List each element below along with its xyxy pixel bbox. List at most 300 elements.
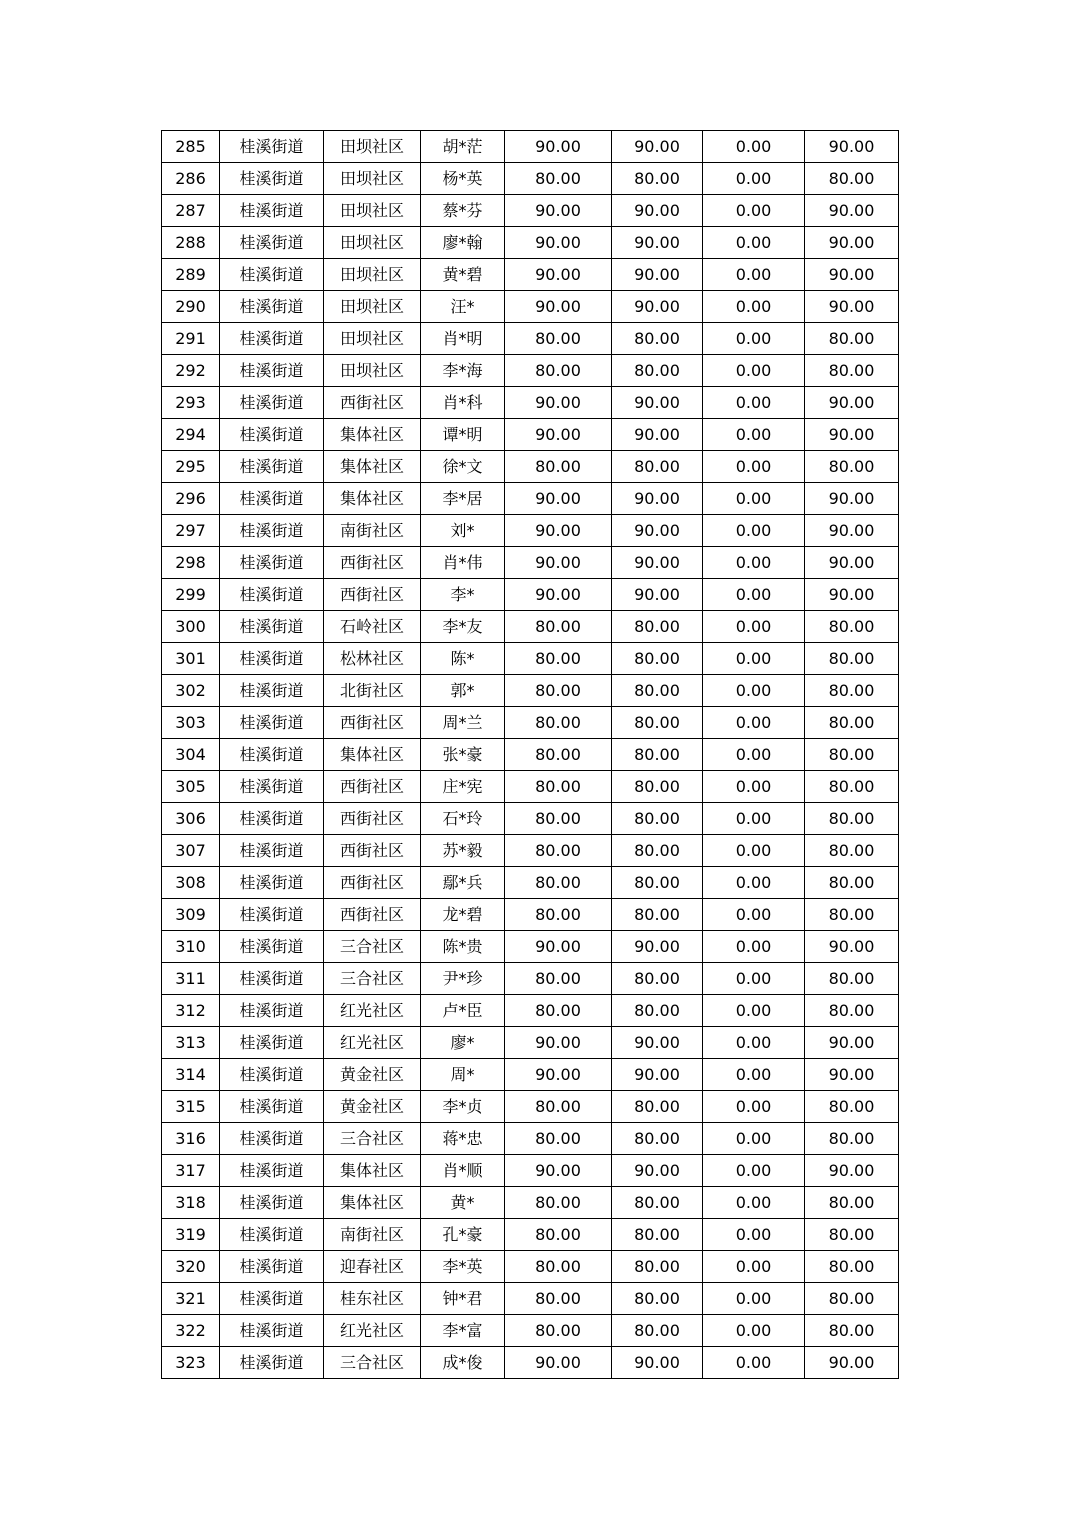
community-cell: 西街社区 (324, 803, 421, 835)
table-row (162, 963, 899, 995)
value-cell: 80.00 (612, 451, 703, 483)
street-cell: 桂溪街道 (220, 483, 324, 515)
street-cell: 桂溪街道 (220, 387, 324, 419)
value-cell: 90.00 (805, 579, 899, 611)
street-cell: 桂溪街道 (220, 355, 324, 387)
value-cell: 0.00 (703, 1219, 805, 1251)
name-cell: 李*居 (421, 483, 505, 515)
value-cell: 80.00 (505, 1187, 612, 1219)
value-cell: 80.00 (505, 963, 612, 995)
value-cell: 80.00 (612, 835, 703, 867)
value-cell: 80.00 (805, 1219, 899, 1251)
community-cell: 北街社区 (324, 675, 421, 707)
value-cell: 90.00 (505, 1059, 612, 1091)
value-cell: 80.00 (805, 355, 899, 387)
name-cell: 李*富 (421, 1315, 505, 1347)
row-number-cell: 290 (162, 291, 220, 323)
row-number-cell: 311 (162, 963, 220, 995)
value-cell: 0.00 (703, 1187, 805, 1219)
value-cell: 80.00 (505, 835, 612, 867)
table-row (162, 803, 899, 835)
community-cell: 集体社区 (324, 483, 421, 515)
table-row (162, 1347, 899, 1379)
row-number-cell: 320 (162, 1251, 220, 1283)
table-row (162, 515, 899, 547)
value-cell: 90.00 (612, 1347, 703, 1379)
value-cell: 90.00 (505, 291, 612, 323)
community-cell: 田坝社区 (324, 291, 421, 323)
community-cell: 红光社区 (324, 995, 421, 1027)
value-cell: 80.00 (805, 707, 899, 739)
value-cell: 80.00 (612, 1315, 703, 1347)
street-cell: 桂溪街道 (220, 131, 324, 163)
row-number-cell: 301 (162, 643, 220, 675)
street-cell: 桂溪街道 (220, 995, 324, 1027)
name-cell: 谭*明 (421, 419, 505, 451)
data-table (161, 130, 899, 1379)
value-cell: 90.00 (612, 515, 703, 547)
community-cell: 迎春社区 (324, 1251, 421, 1283)
value-cell: 80.00 (612, 739, 703, 771)
value-cell: 0.00 (703, 1027, 805, 1059)
table-row (162, 1219, 899, 1251)
value-cell: 0.00 (703, 131, 805, 163)
street-cell: 桂溪街道 (220, 1251, 324, 1283)
row-number-cell: 316 (162, 1123, 220, 1155)
value-cell: 80.00 (612, 707, 703, 739)
table-row (162, 1123, 899, 1155)
value-cell: 80.00 (805, 835, 899, 867)
value-cell: 90.00 (505, 515, 612, 547)
value-cell: 0.00 (703, 227, 805, 259)
table-row (162, 1251, 899, 1283)
value-cell: 90.00 (505, 547, 612, 579)
value-cell: 90.00 (612, 1059, 703, 1091)
table-row (162, 739, 899, 771)
value-cell: 90.00 (612, 1155, 703, 1187)
value-cell: 0.00 (703, 387, 805, 419)
table-row (162, 1187, 899, 1219)
value-cell: 0.00 (703, 803, 805, 835)
value-cell: 0.00 (703, 355, 805, 387)
community-cell: 田坝社区 (324, 195, 421, 227)
name-cell: 肖*伟 (421, 547, 505, 579)
value-cell: 80.00 (805, 771, 899, 803)
value-cell: 80.00 (612, 803, 703, 835)
row-number-cell: 310 (162, 931, 220, 963)
name-cell: 李*贞 (421, 1091, 505, 1123)
row-number-cell: 296 (162, 483, 220, 515)
value-cell: 90.00 (612, 387, 703, 419)
value-cell: 80.00 (505, 1251, 612, 1283)
name-cell: 李*友 (421, 611, 505, 643)
community-cell: 西街社区 (324, 707, 421, 739)
row-number-cell: 314 (162, 1059, 220, 1091)
name-cell: 黄* (421, 1187, 505, 1219)
value-cell: 0.00 (703, 931, 805, 963)
value-cell: 80.00 (805, 323, 899, 355)
street-cell: 桂溪街道 (220, 931, 324, 963)
name-cell: 杨*英 (421, 163, 505, 195)
table-row (162, 419, 899, 451)
value-cell: 90.00 (612, 579, 703, 611)
value-cell: 80.00 (805, 739, 899, 771)
value-cell: 80.00 (612, 1219, 703, 1251)
table-row (162, 323, 899, 355)
value-cell: 80.00 (805, 675, 899, 707)
table-row (162, 291, 899, 323)
name-cell: 张*豪 (421, 739, 505, 771)
value-cell: 0.00 (703, 995, 805, 1027)
value-cell: 0.00 (703, 1091, 805, 1123)
community-cell: 田坝社区 (324, 131, 421, 163)
community-cell: 西街社区 (324, 899, 421, 931)
value-cell: 0.00 (703, 291, 805, 323)
value-cell: 90.00 (805, 1347, 899, 1379)
value-cell: 80.00 (805, 867, 899, 899)
community-cell: 南街社区 (324, 1219, 421, 1251)
street-cell: 桂溪街道 (220, 867, 324, 899)
value-cell: 0.00 (703, 1123, 805, 1155)
value-cell: 80.00 (505, 163, 612, 195)
community-cell: 红光社区 (324, 1315, 421, 1347)
community-cell: 西街社区 (324, 771, 421, 803)
street-cell: 桂溪街道 (220, 1347, 324, 1379)
street-cell: 桂溪街道 (220, 707, 324, 739)
row-number-cell: 295 (162, 451, 220, 483)
table-row (162, 675, 899, 707)
row-number-cell: 292 (162, 355, 220, 387)
row-number-cell: 312 (162, 995, 220, 1027)
value-cell: 90.00 (505, 227, 612, 259)
community-cell: 田坝社区 (324, 163, 421, 195)
value-cell: 0.00 (703, 739, 805, 771)
table-row (162, 1059, 899, 1091)
value-cell: 80.00 (505, 995, 612, 1027)
name-cell: 廖*翰 (421, 227, 505, 259)
value-cell: 80.00 (612, 1283, 703, 1315)
table-row (162, 1091, 899, 1123)
value-cell: 80.00 (805, 611, 899, 643)
street-cell: 桂溪街道 (220, 1219, 324, 1251)
table-row (162, 547, 899, 579)
community-cell: 三合社区 (324, 963, 421, 995)
street-cell: 桂溪街道 (220, 1155, 324, 1187)
row-number-cell: 288 (162, 227, 220, 259)
row-number-cell: 286 (162, 163, 220, 195)
table-row (162, 259, 899, 291)
value-cell: 0.00 (703, 195, 805, 227)
community-cell: 黄金社区 (324, 1091, 421, 1123)
value-cell: 80.00 (805, 995, 899, 1027)
value-cell: 90.00 (805, 931, 899, 963)
community-cell: 集体社区 (324, 419, 421, 451)
row-number-cell: 304 (162, 739, 220, 771)
value-cell: 80.00 (612, 1251, 703, 1283)
row-number-cell: 318 (162, 1187, 220, 1219)
value-cell: 80.00 (505, 771, 612, 803)
name-cell: 庄*宪 (421, 771, 505, 803)
street-cell: 桂溪街道 (220, 803, 324, 835)
value-cell: 80.00 (505, 707, 612, 739)
value-cell: 90.00 (505, 579, 612, 611)
table-row (162, 227, 899, 259)
table-row (162, 131, 899, 163)
row-number-cell: 308 (162, 867, 220, 899)
value-cell: 90.00 (805, 515, 899, 547)
street-cell: 桂溪街道 (220, 259, 324, 291)
value-cell: 90.00 (612, 547, 703, 579)
value-cell: 90.00 (612, 483, 703, 515)
table-row (162, 643, 899, 675)
table-row (162, 1155, 899, 1187)
value-cell: 80.00 (505, 675, 612, 707)
name-cell: 李*海 (421, 355, 505, 387)
street-cell: 桂溪街道 (220, 739, 324, 771)
value-cell: 80.00 (612, 1091, 703, 1123)
table-row (162, 387, 899, 419)
value-cell: 0.00 (703, 611, 805, 643)
value-cell: 90.00 (612, 291, 703, 323)
community-cell: 石岭社区 (324, 611, 421, 643)
value-cell: 90.00 (805, 419, 899, 451)
name-cell: 胡*茫 (421, 131, 505, 163)
name-cell: 汪* (421, 291, 505, 323)
street-cell: 桂溪街道 (220, 451, 324, 483)
row-number-cell: 322 (162, 1315, 220, 1347)
value-cell: 80.00 (505, 899, 612, 931)
row-number-cell: 297 (162, 515, 220, 547)
name-cell: 肖*明 (421, 323, 505, 355)
value-cell: 0.00 (703, 707, 805, 739)
value-cell: 80.00 (505, 451, 612, 483)
street-cell: 桂溪街道 (220, 515, 324, 547)
value-cell: 80.00 (805, 163, 899, 195)
value-cell: 80.00 (805, 963, 899, 995)
table-row (162, 1027, 899, 1059)
name-cell: 卢*臣 (421, 995, 505, 1027)
table-row (162, 899, 899, 931)
row-number-cell: 302 (162, 675, 220, 707)
name-cell: 刘* (421, 515, 505, 547)
name-cell: 钟*君 (421, 1283, 505, 1315)
name-cell: 石*玲 (421, 803, 505, 835)
value-cell: 80.00 (805, 899, 899, 931)
value-cell: 0.00 (703, 547, 805, 579)
table-row (162, 451, 899, 483)
table-row (162, 931, 899, 963)
value-cell: 80.00 (505, 355, 612, 387)
name-cell: 李*英 (421, 1251, 505, 1283)
name-cell: 周*兰 (421, 707, 505, 739)
table-row (162, 195, 899, 227)
value-cell: 90.00 (805, 547, 899, 579)
value-cell: 80.00 (805, 1283, 899, 1315)
value-cell: 0.00 (703, 643, 805, 675)
name-cell: 郭* (421, 675, 505, 707)
value-cell: 80.00 (805, 451, 899, 483)
community-cell: 田坝社区 (324, 355, 421, 387)
value-cell: 80.00 (612, 675, 703, 707)
value-cell: 0.00 (703, 1315, 805, 1347)
street-cell: 桂溪街道 (220, 963, 324, 995)
street-cell: 桂溪街道 (220, 1315, 324, 1347)
value-cell: 0.00 (703, 579, 805, 611)
street-cell: 桂溪街道 (220, 579, 324, 611)
street-cell: 桂溪街道 (220, 1123, 324, 1155)
value-cell: 90.00 (612, 419, 703, 451)
value-cell: 80.00 (805, 1091, 899, 1123)
community-cell: 田坝社区 (324, 227, 421, 259)
value-cell: 90.00 (805, 1155, 899, 1187)
value-cell: 90.00 (805, 483, 899, 515)
value-cell: 80.00 (612, 163, 703, 195)
row-number-cell: 315 (162, 1091, 220, 1123)
name-cell: 鄢*兵 (421, 867, 505, 899)
value-cell: 90.00 (505, 131, 612, 163)
community-cell: 集体社区 (324, 1155, 421, 1187)
value-cell: 80.00 (505, 867, 612, 899)
street-cell: 桂溪街道 (220, 675, 324, 707)
row-number-cell: 317 (162, 1155, 220, 1187)
row-number-cell: 319 (162, 1219, 220, 1251)
value-cell: 80.00 (805, 1315, 899, 1347)
value-cell: 0.00 (703, 835, 805, 867)
value-cell: 80.00 (805, 803, 899, 835)
row-number-cell: 285 (162, 131, 220, 163)
name-cell: 陈* (421, 643, 505, 675)
value-cell: 0.00 (703, 451, 805, 483)
community-cell: 西街社区 (324, 867, 421, 899)
row-number-cell: 307 (162, 835, 220, 867)
value-cell: 0.00 (703, 771, 805, 803)
value-cell: 0.00 (703, 163, 805, 195)
street-cell: 桂溪街道 (220, 547, 324, 579)
value-cell: 90.00 (505, 931, 612, 963)
community-cell: 西街社区 (324, 387, 421, 419)
community-cell: 黄金社区 (324, 1059, 421, 1091)
value-cell: 0.00 (703, 1059, 805, 1091)
street-cell: 桂溪街道 (220, 291, 324, 323)
community-cell: 集体社区 (324, 739, 421, 771)
name-cell: 龙*碧 (421, 899, 505, 931)
value-cell: 90.00 (505, 1027, 612, 1059)
street-cell: 桂溪街道 (220, 227, 324, 259)
value-cell: 80.00 (612, 1123, 703, 1155)
value-cell: 80.00 (612, 355, 703, 387)
value-cell: 80.00 (612, 899, 703, 931)
value-cell: 80.00 (805, 643, 899, 675)
value-cell: 80.00 (612, 1187, 703, 1219)
value-cell: 90.00 (505, 387, 612, 419)
community-cell: 西街社区 (324, 835, 421, 867)
value-cell: 80.00 (505, 643, 612, 675)
value-cell: 90.00 (612, 227, 703, 259)
street-cell: 桂溪街道 (220, 611, 324, 643)
value-cell: 90.00 (505, 1155, 612, 1187)
value-cell: 80.00 (505, 323, 612, 355)
value-cell: 90.00 (612, 1027, 703, 1059)
community-cell: 松林社区 (324, 643, 421, 675)
value-cell: 80.00 (505, 739, 612, 771)
community-cell: 集体社区 (324, 451, 421, 483)
street-cell: 桂溪街道 (220, 323, 324, 355)
table-row (162, 707, 899, 739)
row-number-cell: 298 (162, 547, 220, 579)
community-cell: 红光社区 (324, 1027, 421, 1059)
table-body (162, 131, 899, 1379)
name-cell: 成*俊 (421, 1347, 505, 1379)
name-cell: 孔*豪 (421, 1219, 505, 1251)
value-cell: 90.00 (505, 483, 612, 515)
value-cell: 80.00 (612, 963, 703, 995)
row-number-cell: 300 (162, 611, 220, 643)
name-cell: 尹*珍 (421, 963, 505, 995)
community-cell: 南街社区 (324, 515, 421, 547)
table-row (162, 611, 899, 643)
value-cell: 90.00 (805, 131, 899, 163)
community-cell: 集体社区 (324, 1187, 421, 1219)
name-cell: 黄*碧 (421, 259, 505, 291)
value-cell: 0.00 (703, 1347, 805, 1379)
value-cell: 80.00 (805, 1187, 899, 1219)
table-row (162, 835, 899, 867)
row-number-cell: 291 (162, 323, 220, 355)
name-cell: 蒋*忠 (421, 1123, 505, 1155)
community-cell: 三合社区 (324, 1123, 421, 1155)
value-cell: 90.00 (505, 195, 612, 227)
value-cell: 80.00 (505, 1091, 612, 1123)
street-cell: 桂溪街道 (220, 1027, 324, 1059)
value-cell: 80.00 (505, 1219, 612, 1251)
value-cell: 80.00 (505, 1283, 612, 1315)
value-cell: 90.00 (612, 931, 703, 963)
row-number-cell: 303 (162, 707, 220, 739)
row-number-cell: 299 (162, 579, 220, 611)
value-cell: 80.00 (805, 1123, 899, 1155)
name-cell: 徐*文 (421, 451, 505, 483)
value-cell: 0.00 (703, 1251, 805, 1283)
value-cell: 80.00 (612, 323, 703, 355)
value-cell: 80.00 (505, 1315, 612, 1347)
community-cell: 三合社区 (324, 1347, 421, 1379)
value-cell: 90.00 (805, 387, 899, 419)
value-cell: 0.00 (703, 963, 805, 995)
table-row (162, 771, 899, 803)
street-cell: 桂溪街道 (220, 1283, 324, 1315)
value-cell: 90.00 (805, 291, 899, 323)
value-cell: 0.00 (703, 899, 805, 931)
row-number-cell: 321 (162, 1283, 220, 1315)
value-cell: 90.00 (612, 131, 703, 163)
street-cell: 桂溪街道 (220, 163, 324, 195)
value-cell: 90.00 (505, 419, 612, 451)
value-cell: 0.00 (703, 419, 805, 451)
street-cell: 桂溪街道 (220, 1091, 324, 1123)
name-cell: 陈*贵 (421, 931, 505, 963)
name-cell: 肖*科 (421, 387, 505, 419)
row-number-cell: 294 (162, 419, 220, 451)
table-row (162, 355, 899, 387)
street-cell: 桂溪街道 (220, 1059, 324, 1091)
community-cell: 田坝社区 (324, 323, 421, 355)
value-cell: 80.00 (612, 995, 703, 1027)
value-cell: 80.00 (505, 611, 612, 643)
name-cell: 李* (421, 579, 505, 611)
value-cell: 80.00 (505, 803, 612, 835)
table-row (162, 1283, 899, 1315)
table-row (162, 163, 899, 195)
